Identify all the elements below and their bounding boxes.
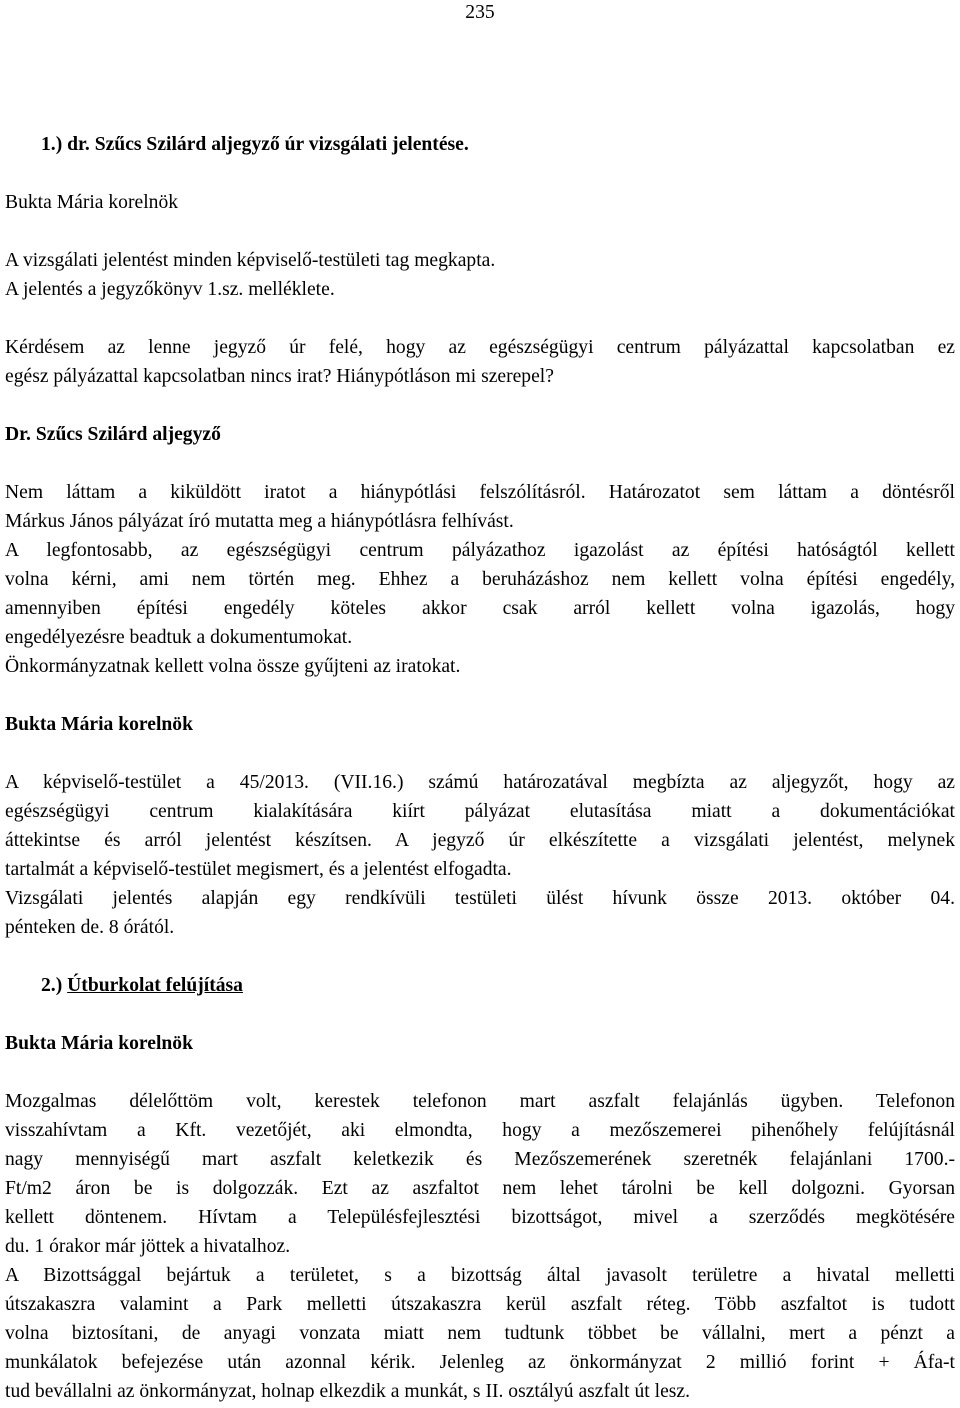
paragraph-line: áttekintse és arról jelentést készítsen. A jegyző úr elkészítette a vizsgálati jelentést, melynek <box>5 830 955 851</box>
page-number: 235 <box>465 2 495 23</box>
speaker-label: Bukta Mária korelnök <box>5 714 193 735</box>
section2-heading <box>41 971 243 1000</box>
paragraph-line: Önkormányzatnak kellett volna össze gyűjteni az iratokat. <box>5 656 461 677</box>
paragraph-line: egész pályázattal kapcsolatban nincs irat? Hiánypótláson mi szerepel? <box>5 366 554 387</box>
speaker-label: Bukta Mária korelnök <box>5 1033 193 1054</box>
paragraph-line: A jelentés a jegyzőkönyv 1.sz. melléklete. <box>5 279 335 300</box>
paragraph-line: tartalmát a képviselő-testület megismert, és a jelentést elfogadta. <box>5 859 512 880</box>
section1-title: 1.) dr. Szűcs Szilárd aljegyző úr vizsgálati jelentése. <box>41 134 469 155</box>
paragraph-line: A Bizottsággal bejártuk a területet, s a bizottság által javasolt területre a hivatal melletti <box>5 1265 955 1286</box>
paragraph-line: pénteken de. 8 órától. <box>5 917 175 938</box>
paragraph-line: engedélyezésre beadtuk a dokumentumokat. <box>5 627 353 648</box>
paragraph-line: nagy mennyiségű mart aszfalt keletkezik és Mezőszemerének szeretnék felajánlani 1700.- <box>5 1149 955 1170</box>
paragraph-line: Kérdésem az lenne jegyző úr felé, hogy az egészségügyi centrum pályázattal kapcsolatban ez <box>5 337 955 358</box>
paragraph-line: Vizsgálati jelentés alapján egy rendkívüli testületi ülést hívunk össze 2013. október 04. <box>5 888 955 909</box>
section2-title: Útburkolat felújítása <box>67 975 243 996</box>
paragraph-line: du. 1 órakor már jöttek a hivatalhoz. <box>5 1236 291 1257</box>
paragraph-line: visszahívtam a Kft. vezetőjét, aki elmondta, hogy a mezőszemerei pihenőhely felújításnál <box>5 1120 955 1141</box>
paragraph-line: amennyiben építési engedély köteles akkor csak arról kellett volna igazolás, hogy <box>5 598 955 619</box>
section2-number: 2.) <box>41 975 63 996</box>
paragraph-line: kellett döntenem. Hívtam a Településfejlesztési bizottságot, mivel a szerződés megkötésére <box>5 1207 955 1228</box>
paragraph-line: munkálatok befejezése után azonnal kérik. Jelenleg az önkormányzat 2 millió forint + Áfa-t <box>5 1352 955 1373</box>
paragraph-line: A legfontosabb, az egészségügyi centrum pályázathoz igazolást az építési hatóságtól kellett <box>5 540 955 561</box>
paragraph-line: Mozgalmas délelőttöm volt, kerestek telefonon mart aszfalt felajánlás ügyben. Telefonon <box>5 1091 955 1112</box>
paragraph-line: útszakaszra valamint a Park melletti útszakaszra kerül aszfalt réteg. Több aszfaltot is tudott <box>5 1294 955 1315</box>
speaker-label: Dr. Szűcs Szilárd aljegyző <box>5 424 221 445</box>
paragraph-line: A vizsgálati jelentést minden képviselő-testületi tag megkapta. <box>5 250 496 271</box>
paragraph-line: egészségügyi centrum kialakítására kiírt pályázat elutasítása miatt a dokumentációkat <box>5 801 955 822</box>
paragraph-line: volna kérni, ami nem történ meg. Ehhez a beruházáshoz nem kellett volna építési engedély, <box>5 569 955 590</box>
paragraph-line: volna biztosítani, de anyagi vonzata miatt nem tudtunk többet be vállalni, mert a pénzt a <box>5 1323 955 1344</box>
paragraph-line: A képviselő-testület a 45/2013. (VII.16.) számú határozatával megbízta az aljegyzőt, hogy az <box>5 772 955 793</box>
paragraph-line: Ft/m2 áron be is dolgozzák. Ezt az aszfaltot nem lehet tárolni be kell dolgozni. Gyorsan <box>5 1178 955 1199</box>
paragraph-line: Nem láttam a kiküldött iratot a hiánypótlási felszólításról. Határozatot sem láttam a döntésről <box>5 482 955 503</box>
paragraph-line: Márkus János pályázat író mutatta meg a hiánypótlásra felhívást. <box>5 511 514 532</box>
speaker-label: Bukta Mária korelnök <box>5 192 179 213</box>
paragraph-line: tud bevállalni az önkormányzat, holnap elkezdik a munkát, s II. osztályú aszfalt út lesz. <box>5 1381 691 1402</box>
